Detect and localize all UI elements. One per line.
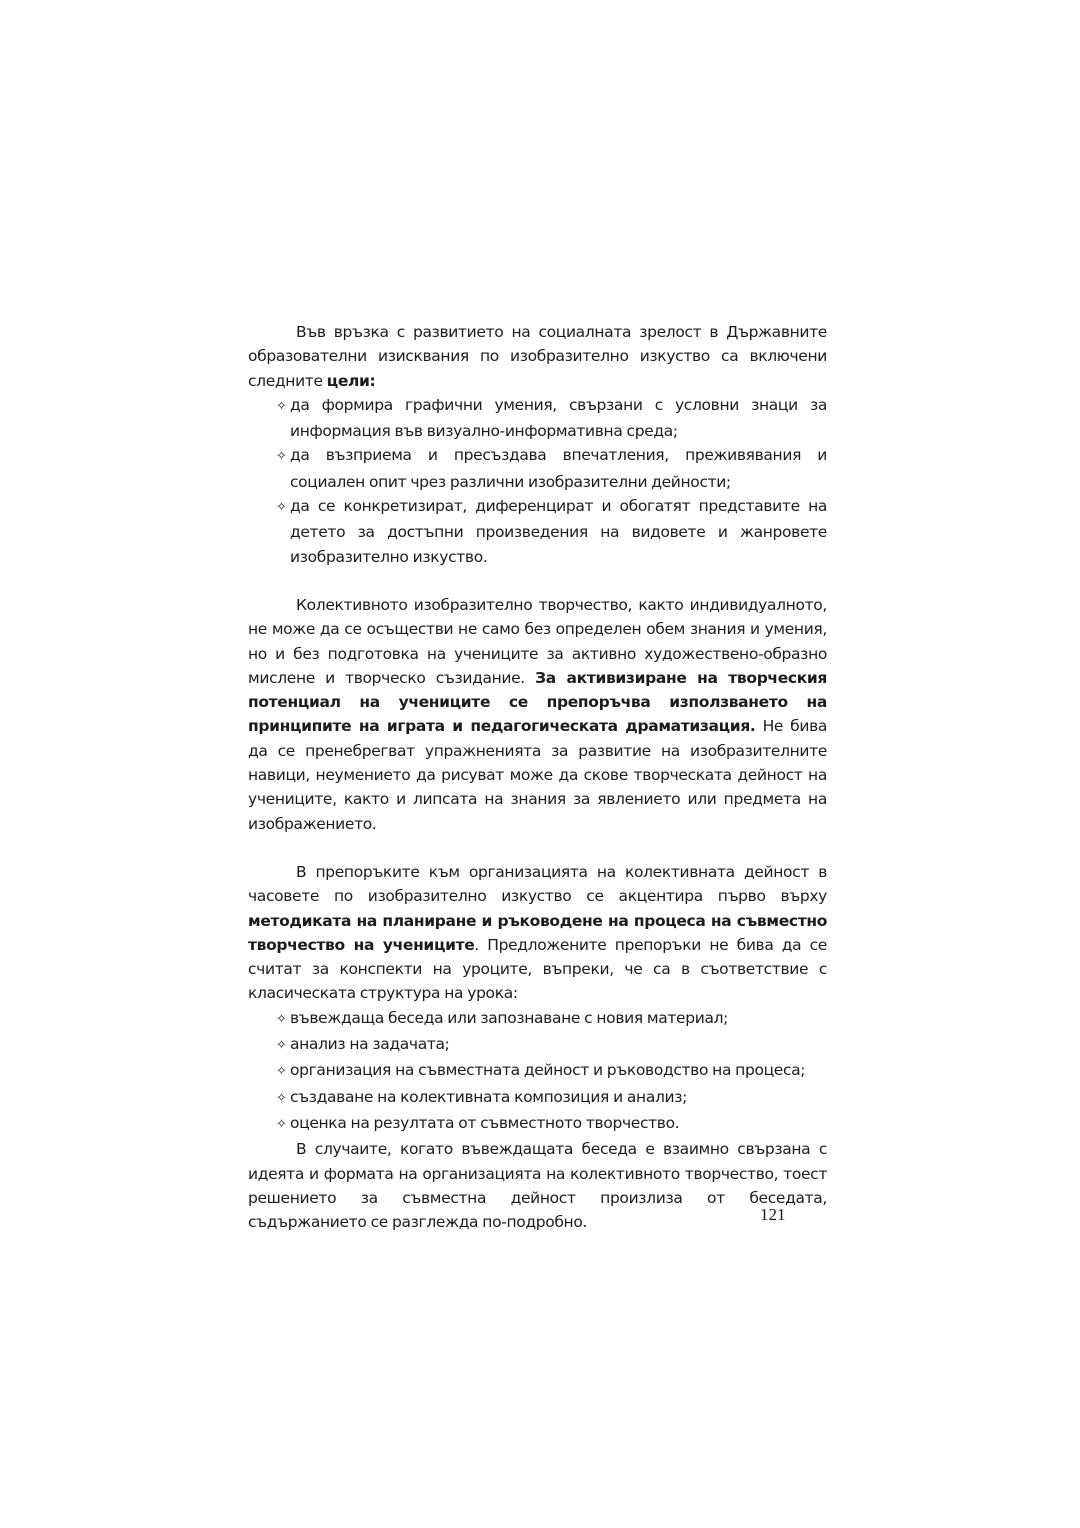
page-number: 121 [760, 1205, 786, 1224]
diamond-bullet-icon: ✧ [276, 449, 287, 465]
section1-intro-text: Във връзка с развитието на социалната зрелост в Държавните образователни изисквания по изобразително изкуство са включени следните [248, 323, 827, 390]
paragraph-text: Не бива да се пренебрегват упражненията за развитие на изобразителните навици, неумението да рисуват може да скове творческата дейност на учениците, както и липсата на знания за явлението или предмета на изображението. [248, 717, 828, 833]
diamond-bullet-icon: ✧ [276, 1064, 287, 1080]
list-item [248, 393, 827, 444]
goal-text: да се конкретизират, диференцират и обогатят представите на детето за достъпни произведения на видовете и жанровете изобразително изкуство. [290, 497, 827, 566]
step-text: оценка на резултата от съвместното творчество. [290, 1113, 680, 1132]
step-text: въвеждаща беседа или запознаване с новия материал; [290, 1008, 729, 1027]
list-item [248, 1085, 827, 1111]
list-item [248, 443, 827, 494]
page-body [248, 320, 827, 1234]
paragraph-spacer [248, 836, 827, 860]
paragraph-text: В препоръките към организацията на колективната дейност в часовете по изобразително изкуство се акцентира първо върху [248, 862, 827, 906]
paragraph-bold-text: За активизиране на творческия потенциал на учениците се препоръчва използването на принципите на играта и педагогическата драматизация. [248, 668, 828, 736]
diamond-bullet-icon: ✧ [276, 1011, 287, 1027]
paragraph-text: . Предложените препоръки не бива да се считат за конспекти на уроците, въпреки, че са в съответствие с класическата структура на урока: [248, 935, 827, 1003]
step-text: създаване на колективната композиция и анализ; [290, 1087, 688, 1106]
collective-creativity-paragraph [248, 593, 827, 836]
goal-text: да възприема и пресъздава впечатления, преживявания и социален опит чрез различни изобразителни дейности; [290, 446, 827, 491]
diamond-bullet-icon: ✧ [276, 398, 287, 414]
list-item [248, 1111, 827, 1137]
paragraph-spacer [248, 569, 827, 593]
list-item [248, 494, 827, 569]
list-item [248, 1032, 827, 1058]
recommendations-paragraph [248, 860, 827, 1006]
diamond-bullet-icon: ✧ [276, 1116, 287, 1132]
paragraph-text: Колективното изобразително творчество, както индивидуалното, не може да се осъществи не само без определен обем знания и умения, но и без подготовка на учениците за активно художествено-образно мислене и творческо съзидание. [248, 595, 827, 687]
section1-intro-paragraph [248, 320, 827, 393]
list-item [248, 1006, 827, 1032]
step-text: организация на съвместната дейност и ръководство на процеса; [290, 1061, 806, 1080]
list-item [248, 1058, 827, 1084]
goal-text: да формира графични умения, свързани с условни знаци за информация във визуално-информативна среда; [290, 395, 827, 441]
paragraph-bold-text: методиката на планиране и ръководене на процеса на съвместно творчество на учениците [248, 911, 827, 954]
closing-paragraph: В случаите, когато въвеждащата беседа е взаимно свързана с идеята и формата на организацията на колективното творчество, тоест решението за съвместна дейност произлиза от беседата, съдържанието се разглежда по-подробно. [248, 1140, 827, 1232]
goals-heading: цели: [326, 371, 376, 390]
goals-list [248, 393, 827, 569]
diamond-bullet-icon: ✧ [276, 1038, 287, 1054]
step-text: анализ на задачата; [290, 1035, 450, 1054]
lesson-structure-list [248, 1006, 827, 1137]
diamond-bullet-icon: ✧ [276, 1090, 287, 1106]
diamond-bullet-icon: ✧ [276, 500, 287, 516]
